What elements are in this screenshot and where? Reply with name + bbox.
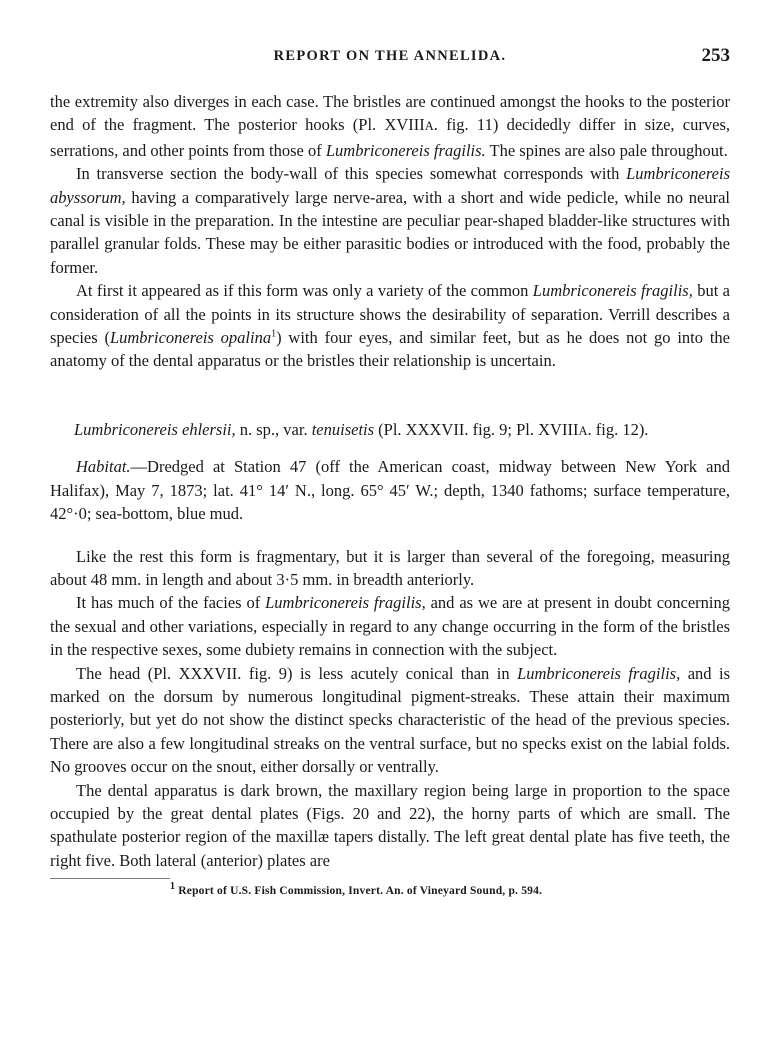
text: At first it appeared as if this form was only a variety of the common [76, 281, 533, 301]
paragraph-facies [50, 591, 730, 661]
text: . fig. 12). [587, 419, 649, 439]
text: . fig. 11) decidedly differ in size, curves, serrations, and other points from those of [50, 115, 730, 160]
species-name: Lumbriconereis opalina [109, 328, 272, 348]
species-name: Lumbriconereis fragilis, [532, 281, 693, 301]
text: having a comparatively large nerve-area, with a short and wide pedicle, while no neural canal is visible in the preparation. In the intestine are peculiar pear-shaped bladder-like structures with parallel granular folds. These may be either parasitic bodies or introduced with the food, probably the former. [50, 187, 730, 277]
text: but a consideration of all the points in its structure shows the desirability of separation. Verrill describes a species ( [50, 281, 730, 348]
text: It has much of the facies of [76, 593, 266, 613]
species-heading [50, 418, 730, 443]
text: Like the rest this form is fragmentary, but it is larger than several of the foregoing, measuring about 48 mm. in length and about 3·5 mm. in breadth anteriorly. [50, 546, 730, 589]
text: The dental apparatus is dark brown, the maxillary region being large in proportion to the space occupied by the great dental plates (Figs. 20 and 22), the horny parts of which are small. The spathulate posterior region of the maxillæ tapers distally. The left great dental plate has five teeth, the right five. Both lateral (anterior) plates are [50, 780, 730, 870]
footnote-marker: 1 [271, 328, 277, 340]
text: (Pl. XXXVII. fig. 9; Pl. XVIII [374, 419, 579, 439]
text-small-caps: A [424, 119, 434, 134]
species-name: Lumbriconereis ehlersii, [74, 419, 236, 439]
text: ) with four eyes, and similar feet, but as he does not go into the anatomy of the dental apparatus or the bristles their relationship is uncertain. [50, 328, 730, 371]
paragraph-transverse-section [50, 162, 730, 279]
species-name: Lumbriconereis abyssorum, [50, 164, 730, 207]
variety-name: tenuisetis [311, 419, 375, 439]
footnote-mark: 1 [170, 881, 176, 893]
species-name: Lumbriconereis fragilis, [517, 663, 681, 683]
page-number: 253 [701, 45, 730, 66]
running-head: REPORT ON THE ANNELIDA. [273, 48, 507, 64]
species-name: Lumbriconereis fragilis. [325, 140, 486, 160]
habitat-label: Habitat. [76, 457, 131, 477]
text: The spines are also pale throughout. [485, 140, 728, 160]
footnote-text: Report of U.S. Fish Commission, Invert. An. of Vineyard Sound, p. 594. [175, 885, 543, 898]
paragraph-dental-apparatus [50, 779, 730, 873]
paragraph-hooks [50, 90, 730, 162]
paragraph-head [50, 662, 730, 779]
paragraph-fragmentary [50, 545, 730, 592]
text: In transverse section the body-wall of this species somewhat corresponds with [76, 164, 627, 184]
paragraph-variety [50, 279, 730, 373]
text: and is marked on the dorsum by numerous longitudinal pigment-streaks. These attain their maximum posteriorly, but yet do not show the distinct specks characteristic of the head of the previous species. There are also a few longitudinal streaks on the ventral surface, but no specks exist on the labial folds. No grooves occur on the snout, either dorsally or ventrally. [50, 663, 730, 777]
page-header [50, 45, 730, 72]
page-body [50, 90, 730, 904]
text: the extremity also diverges in each case. The bristles are continued amongst the hooks to the posterior end of the fragment. The posterior hooks (Pl. XVIII [50, 92, 730, 135]
species-name: Lumbriconereis fragilis, [265, 593, 426, 613]
text: —Dredged at Station 47 (off the American coast, midway between New York and Halifax), May 7, 1873; lat. 41° 14′ N., long. 65° 45′ W.; depth, 1340 fathoms; surface temperature, 42°·0; sea-bottom, blue mud. [50, 457, 730, 524]
paragraph-habitat [50, 455, 730, 525]
footnote [50, 880, 730, 903]
text: n. sp., var. [235, 419, 312, 439]
footnote-rule [50, 878, 170, 879]
text-small-caps: A [578, 423, 588, 438]
text: and as we are at present in doubt concerning the sexual and other variations, especially in regard to any change occurring in the form of the bristles in the respective sexes, some dubiety remains in connection with the subject. [50, 593, 730, 660]
text: The head (Pl. XXXVII. fig. 9) is less acutely conical than in [76, 663, 518, 683]
